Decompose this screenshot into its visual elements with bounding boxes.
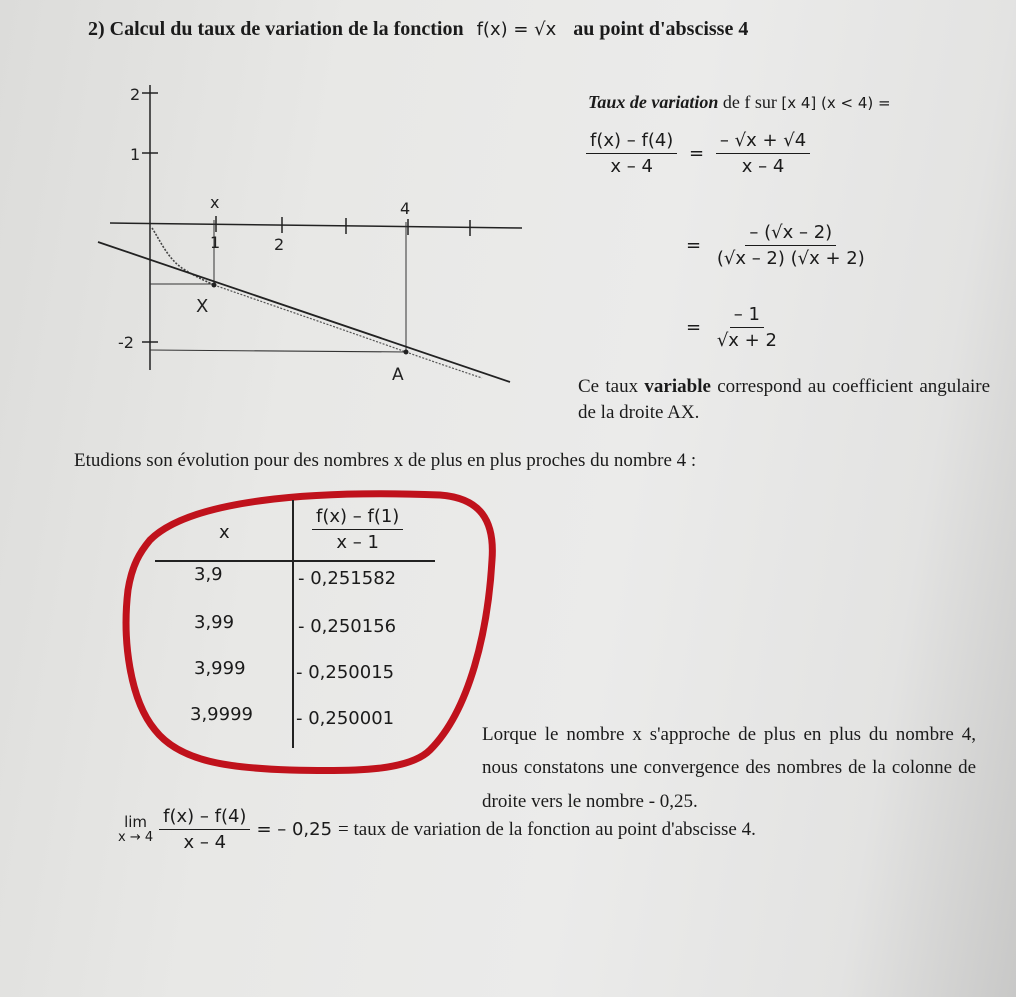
x-axis bbox=[110, 223, 522, 228]
title-prefix: 2) Calcul du taux de variation de la fonction bbox=[88, 18, 464, 40]
row-x: 3,99 bbox=[194, 612, 235, 633]
equation-3 bbox=[686, 304, 781, 351]
rate-title-em: Taux de variation bbox=[588, 92, 719, 112]
title-suffix: au point d'abscisse 4 bbox=[573, 18, 749, 40]
conclusion-paragraph: Lorque le nombre x s'approche de plus en plus du nombre 4, nous constatons une convergence des nombres de la colonne de droite vers le nombre - 0,25. bbox=[482, 724, 976, 812]
secant-line bbox=[98, 242, 510, 382]
eq2-den: (√x – 2) (√x + 2) bbox=[716, 248, 865, 269]
y-tick-minus-2: -2 bbox=[118, 333, 134, 352]
comment-paragraph bbox=[578, 374, 990, 425]
label-4-top: 4 bbox=[400, 199, 411, 218]
limit-result: = – 0,25 bbox=[256, 819, 333, 840]
eq1-equals: = bbox=[689, 142, 705, 164]
study-line: Etudions son évolution pour des nombres x de plus en plus proches du nombre 4 : bbox=[74, 450, 697, 471]
table-header-x: x bbox=[219, 522, 230, 543]
row-x: 3,9 bbox=[194, 564, 223, 585]
eq2-num: – (√x – 2) bbox=[745, 222, 836, 246]
limit-operator bbox=[118, 814, 153, 845]
comment-post: correspond au coefficient angulaire de la droite AX. bbox=[578, 376, 991, 423]
title-function: f(x) = √x bbox=[476, 19, 557, 40]
equation-1 bbox=[586, 130, 810, 177]
eq1-rhs-den: x – 4 bbox=[741, 156, 785, 177]
y-tick-2: 2 bbox=[130, 85, 141, 104]
x-tick-1: 1 bbox=[210, 233, 221, 252]
table-column-rule bbox=[292, 500, 294, 748]
point-label-A: A bbox=[392, 365, 404, 385]
eq3-den: √x + 2 bbox=[716, 330, 777, 351]
limit-sub: x → 4 bbox=[118, 829, 154, 845]
function-graph bbox=[90, 80, 530, 390]
y-tick-1: 1 bbox=[130, 145, 141, 164]
table-header-den: x – 1 bbox=[336, 532, 379, 553]
point-label-X: X bbox=[196, 296, 209, 317]
row-value: - 0,250156 bbox=[298, 616, 397, 637]
row-value: - 0,251582 bbox=[298, 568, 397, 589]
x-tick-2: 2 bbox=[274, 235, 285, 254]
eq1-lhs-den: x – 4 bbox=[610, 156, 653, 177]
comment-bold: variable bbox=[644, 376, 711, 397]
page-title bbox=[88, 18, 748, 41]
equation-2 bbox=[686, 222, 869, 269]
eq2-equals: = bbox=[686, 234, 702, 256]
eq1-lhs-num: f(x) – f(4) bbox=[586, 130, 677, 154]
row-x: 3,9999 bbox=[190, 704, 253, 725]
limit-num: f(x) – f(4) bbox=[159, 806, 250, 830]
rate-title bbox=[588, 92, 891, 113]
row-value: - 0,250015 bbox=[296, 662, 395, 683]
table-header-rule bbox=[155, 560, 435, 562]
limit-text: = taux de variation de la fonction au point d'abscisse 4. bbox=[338, 818, 756, 840]
limit-den: x – 4 bbox=[183, 832, 227, 853]
eq3-num: – 1 bbox=[730, 304, 764, 328]
row-x: 3,999 bbox=[194, 658, 246, 679]
table-header-num: f(x) – f(1) bbox=[312, 506, 403, 530]
rate-title-rest: de f sur bbox=[722, 92, 777, 112]
label-x-top: x bbox=[210, 193, 220, 212]
curve bbox=[152, 228, 214, 285]
table-header-fraction bbox=[312, 506, 403, 553]
comment-pre: Ce taux bbox=[578, 376, 639, 397]
rate-interval: [x 4] (x < 4) = bbox=[781, 94, 891, 112]
eq1-rhs-num: – √x + √4 bbox=[716, 130, 810, 154]
limit-word: lim bbox=[124, 813, 148, 832]
eq3-equals: = bbox=[686, 316, 702, 338]
limit-line bbox=[118, 806, 756, 853]
row-value: - 0,250001 bbox=[296, 708, 395, 729]
